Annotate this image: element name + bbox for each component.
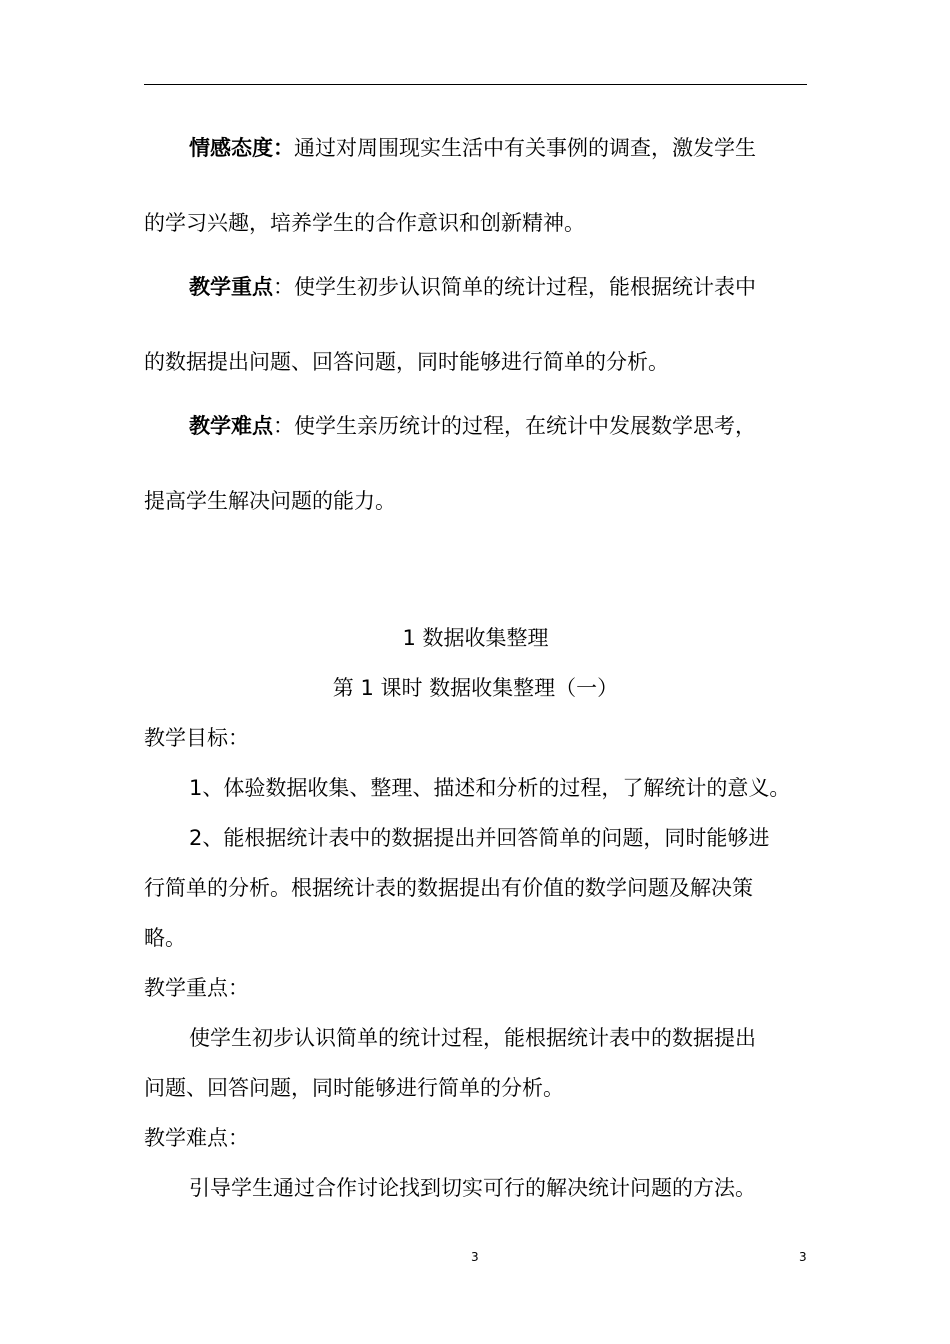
objectives-heading: 教学目标：	[144, 726, 249, 750]
difficulty-line-1	[189, 412, 756, 440]
difficulty-text: ：使学生亲历统计的过程，在统计中发展数学思考，	[273, 414, 756, 438]
difficulty-line-2: 提高学生解决问题的能力。	[144, 489, 396, 513]
key-point-text: ：使学生初步认识简单的统计过程，能根据统计表中	[273, 275, 756, 299]
emotion-attitude-text: 通过对周围现实生活中有关事例的调查，激发学生	[294, 136, 756, 160]
key-point-label: 教学重点	[189, 275, 273, 299]
key-point-line-2: 的数据提出问题、回答问题，同时能够进行简单的分析。	[144, 350, 669, 374]
page-number-right: 3	[799, 1250, 807, 1264]
objective-2-line-1: 2、能根据统计表中的数据提出并回答简单的问题，同时能够进	[189, 826, 770, 850]
difficulty-body-line-1: 引导学生通过合作讨论找到切实可行的解决统计问题的方法。	[189, 1176, 756, 1200]
objective-2-line-2: 行简单的分析。根据统计表的数据提出有价值的数学问题及解决策	[144, 876, 753, 900]
emotion-attitude-line-2: 的学习兴趣，培养学生的合作意识和创新精神。	[144, 211, 585, 235]
key-point-line-1	[189, 273, 756, 301]
page-number-center: 3	[471, 1250, 479, 1264]
key-point-heading: 教学重点：	[144, 976, 249, 1000]
key-point-body-line-2: 问题、回答问题，同时能够进行简单的分析。	[144, 1076, 564, 1100]
emotion-attitude-label: 情感态度：	[189, 136, 294, 160]
difficulty-label: 教学难点	[189, 414, 273, 438]
objective-1: 1、体验数据收集、整理、描述和分析的过程，了解统计的意义。	[189, 776, 791, 800]
difficulty-heading: 教学难点：	[144, 1126, 249, 1150]
emotion-attitude-line-1	[189, 134, 756, 162]
key-point-body-line-1: 使学生初步认识简单的统计过程，能根据统计表中的数据提出	[189, 1026, 756, 1050]
header-rule	[144, 84, 807, 85]
section-title: 1 数据收集整理	[402, 626, 549, 650]
lesson-subtitle: 第 1 课时 数据收集整理（一）	[332, 676, 619, 700]
objective-2-line-3: 略。	[144, 926, 186, 950]
